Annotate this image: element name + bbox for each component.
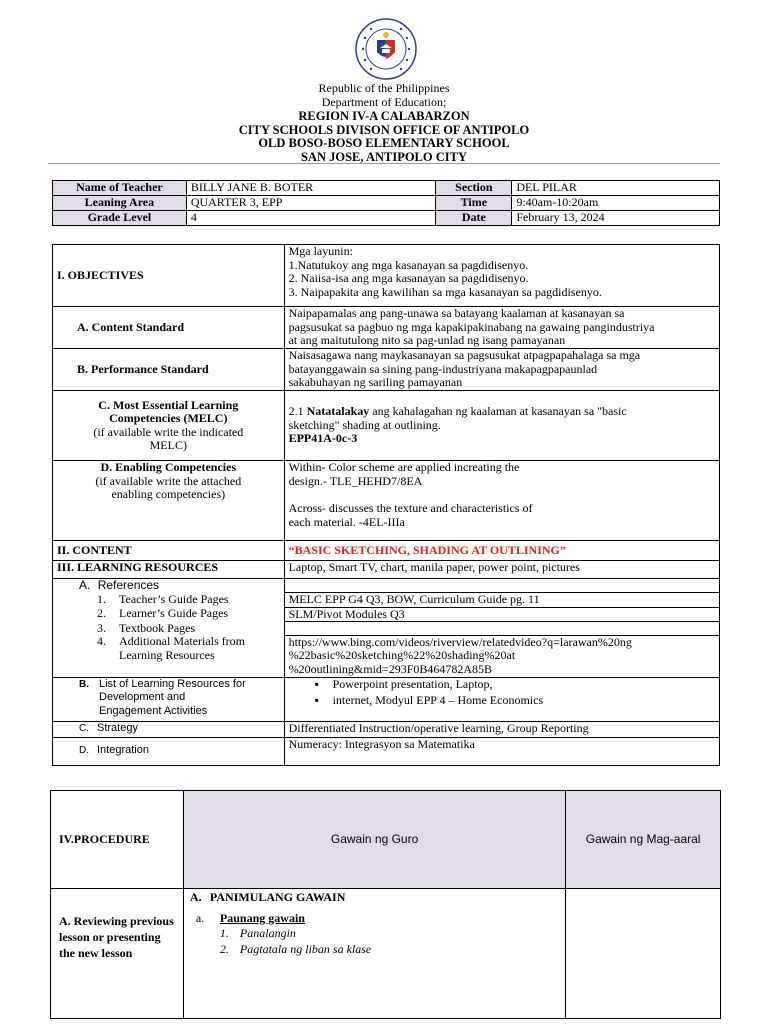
references-value — [284, 579, 719, 593]
letterhead-agency — [0, 82, 768, 109]
list-bullet: internet, Modyul EPP 4 – Home Economics — [332, 693, 544, 707]
item-num: 1. — [219, 926, 229, 940]
learner-activity-header: Gawain ng Mag-aaral — [566, 791, 721, 889]
item-num: 2. — [219, 941, 229, 956]
melc-text-line2: sketching" shading at outlining. — [288, 417, 441, 432]
content-value: “BASIC SKETCHING, SHADING AT OUTLINING” — [284, 541, 719, 561]
section-title: PANIMULANG GAWAIN — [209, 890, 346, 904]
division-text: CITY SCHOOLS DIVISON OFFICE OF ANTIPOLO — [238, 122, 530, 137]
references-label-cell — [53, 579, 285, 593]
within-text: Within- Color scheme are applied increating the — [288, 460, 520, 474]
additional-label-cell — [53, 635, 285, 677]
across-text: Across- discusses the texture and characteristics of — [288, 501, 533, 515]
lesson-plan-table — [52, 244, 720, 766]
item-text: Pagtatala ng liban sa klase — [239, 941, 372, 956]
content-standard-line: Naipapamalas ang pang-unawa sa batayang kaalaman at kasanayan sa — [288, 306, 625, 320]
list-letter: B. — [79, 678, 89, 690]
section-label: Section — [436, 181, 512, 196]
objectives-cell — [284, 245, 719, 307]
date-label: Date — [436, 211, 512, 226]
bullet-icon: ▪ — [314, 676, 319, 691]
tg-value: MELC EPP G4 Q3, BOW, Curriculum Guide pg. 11 — [284, 593, 719, 608]
content-standard-label: A. Content Standard — [53, 307, 285, 349]
content-standard-line: at ang maitutulong nito sa pag-unlad ng isang pamayanan — [288, 333, 566, 347]
objectives-line: Mga layunin: — [288, 244, 353, 258]
area-value: QUARTER 3, EPP — [186, 196, 436, 211]
enabling-label-cell — [53, 461, 285, 541]
list-label: List of Learning Resources for — [99, 677, 246, 690]
objectives-line: 1.Natutukoy ang mga kasanayan sa pagdidisenyo. — [288, 257, 529, 272]
department-text: Department of Education; — [321, 94, 447, 109]
melc-note: (if available write the indicated — [93, 424, 244, 439]
list-label-cell — [53, 677, 285, 721]
lg-num: 2. — [97, 606, 106, 620]
section-value: DEL PILAR — [512, 181, 720, 196]
time-value: 9:40am-10:20am — [512, 196, 720, 211]
strategy-label: Strategy — [97, 721, 138, 734]
references-label: References — [97, 578, 160, 592]
republic-text: Republic of the Philippines — [318, 81, 450, 95]
tg-label-cell — [53, 593, 285, 608]
performance-standard-cell — [284, 349, 719, 391]
teacher-activity-cell — [183, 889, 565, 1019]
teacher-label: Name of Teacher — [53, 181, 187, 196]
melc-cell — [284, 391, 719, 461]
enabling-cell — [284, 461, 719, 541]
across-text: each material. -4EL-IIIa — [288, 514, 405, 529]
lg-label: Learner’s Guide Pages — [119, 606, 229, 620]
resources-value: Laptop, Smart TV, chart, manila paper, power point, pictures — [284, 561, 719, 579]
list-label: Development and — [99, 691, 186, 703]
tg-label: Teacher’s Guide Pages — [119, 591, 229, 606]
integration-value: Numeracy: Integrasyon sa Matematika — [284, 737, 719, 765]
additional-url: %22basic%20sketching%22%20shading%20at — [288, 648, 516, 663]
sub-title: Paunang gawain — [219, 910, 305, 925]
list-label: Engagement Activities — [99, 704, 208, 717]
performance-standard-line: sakabuhayan ng sariling pamayanan — [288, 375, 463, 389]
sub-letter: a. — [195, 910, 205, 925]
grade-label: Grade Level — [53, 211, 187, 226]
performance-standard-line: batayanggawain sa sining pang-industriyana makapagpapaunlad — [288, 361, 598, 376]
enabling-note: (if available write the attached — [95, 473, 242, 488]
melc-code: EPP41A-0c-3 — [288, 431, 358, 446]
melc-prefix: 2.1 — [288, 404, 307, 419]
address-text: SAN JOSE, ANTIPOLO CITY — [300, 149, 467, 164]
enabling-note: enabling competencies) — [111, 487, 226, 501]
area-label: Leaning Area — [53, 196, 187, 211]
textbook-label: Textbook Pages — [119, 620, 196, 635]
additional-url: https://www.bing.com/videos/riverview/relatedvideo?q=larawan%20ng — [288, 634, 632, 649]
melc-label-cell — [53, 391, 285, 461]
content-standard-cell — [284, 307, 719, 349]
additional-label: Learning Resources — [119, 647, 215, 662]
objectives-line: 2. Naiisa-isa ang mga kasanayan sa pagdidisenyo. — [288, 271, 529, 285]
additional-url: %20outlining&mid=293F0B464782A85B — [288, 661, 493, 676]
procedure-label: IV.PROCEDURE — [51, 791, 184, 889]
teacher-activity-header: Gawain ng Guro — [183, 791, 565, 889]
grade-value: 4 — [186, 211, 436, 226]
references-letter: A. — [79, 578, 91, 592]
integration-label: Integration — [97, 744, 149, 757]
lesson-info-table — [52, 180, 720, 226]
content-label: II. CONTENT — [53, 541, 285, 561]
learner-activity-cell — [566, 889, 721, 1019]
list-bullets-cell — [284, 677, 719, 721]
objectives-line: 3. Naipapakita ang kawilihan sa mga kasanayan sa pagdidisenyo. — [288, 284, 602, 299]
teacher-value: BILLY JANE B. BOTER — [186, 181, 436, 196]
section-letter: A. — [189, 890, 202, 904]
list-bullet: Powerpoint presentation, Laptop, — [332, 676, 493, 691]
strategy-letter: C. — [79, 722, 89, 734]
time-label: Time — [436, 196, 512, 211]
additional-label: Additional Materials from — [119, 634, 245, 648]
objectives-label: I. OBJECTIVES — [53, 245, 285, 307]
melc-note: MELC) — [149, 438, 187, 452]
melc-text — [289, 405, 715, 419]
deped-seal-logo — [355, 18, 417, 80]
melc-label: Competencies (MELC) — [109, 411, 228, 425]
lg-value: SLM/Pivot Modules Q3 — [284, 607, 719, 622]
lg-label-cell — [53, 607, 285, 622]
item-text: Panalangin — [239, 926, 296, 940]
date-value: February 13, 2024 — [512, 211, 720, 226]
textbook-value — [284, 622, 719, 636]
strategy-value: Differentiated Instruction/operative learning, Group Reporting — [284, 721, 719, 737]
textbook-num: 3. — [97, 620, 106, 635]
melc-verb: Natatalakay — [306, 404, 370, 419]
header-divider — [48, 163, 720, 164]
bullet-icon: ▪ — [314, 693, 319, 707]
additional-url-cell — [284, 635, 719, 677]
performance-standard-label: B. Performance Standard — [53, 349, 285, 391]
content-standard-line: pagsusukat sa pagbuo ng mga kapakipakinabang na gawaing pangindustriya — [288, 319, 655, 334]
school-text: OLD BOSO-BOSO ELEMENTARY SCHOOL — [258, 136, 510, 150]
region-text: REGION IV-A CALABARZON — [298, 109, 470, 123]
procedure-table — [50, 790, 721, 1019]
integration-label-cell — [53, 737, 285, 765]
letterhead-school — [0, 110, 768, 164]
resources-label: III. LEARNING RESOURCES — [53, 561, 285, 579]
tg-num: 1. — [97, 591, 106, 606]
melc-rest: ang kahalagahan ng kaalaman at kasanayan sa "basic — [369, 404, 627, 419]
melc-label: C. Most Essential Learning — [98, 397, 239, 412]
within-text: design.- TLE_HEHD7/8EA — [288, 473, 423, 488]
additional-num: 4. — [97, 634, 106, 648]
enabling-label: D. Enabling Competencies — [100, 460, 237, 474]
textbook-label-cell — [53, 622, 285, 636]
strategy-label-cell — [53, 721, 285, 737]
integration-letter: D. — [79, 745, 89, 757]
step-label: A. Reviewing previous lesson or presenting the new lesson — [51, 889, 184, 1019]
performance-standard-line: Naisasagawa nang maykasanayan sa pagsusukat atpagpapahalaga sa mga — [288, 348, 641, 362]
